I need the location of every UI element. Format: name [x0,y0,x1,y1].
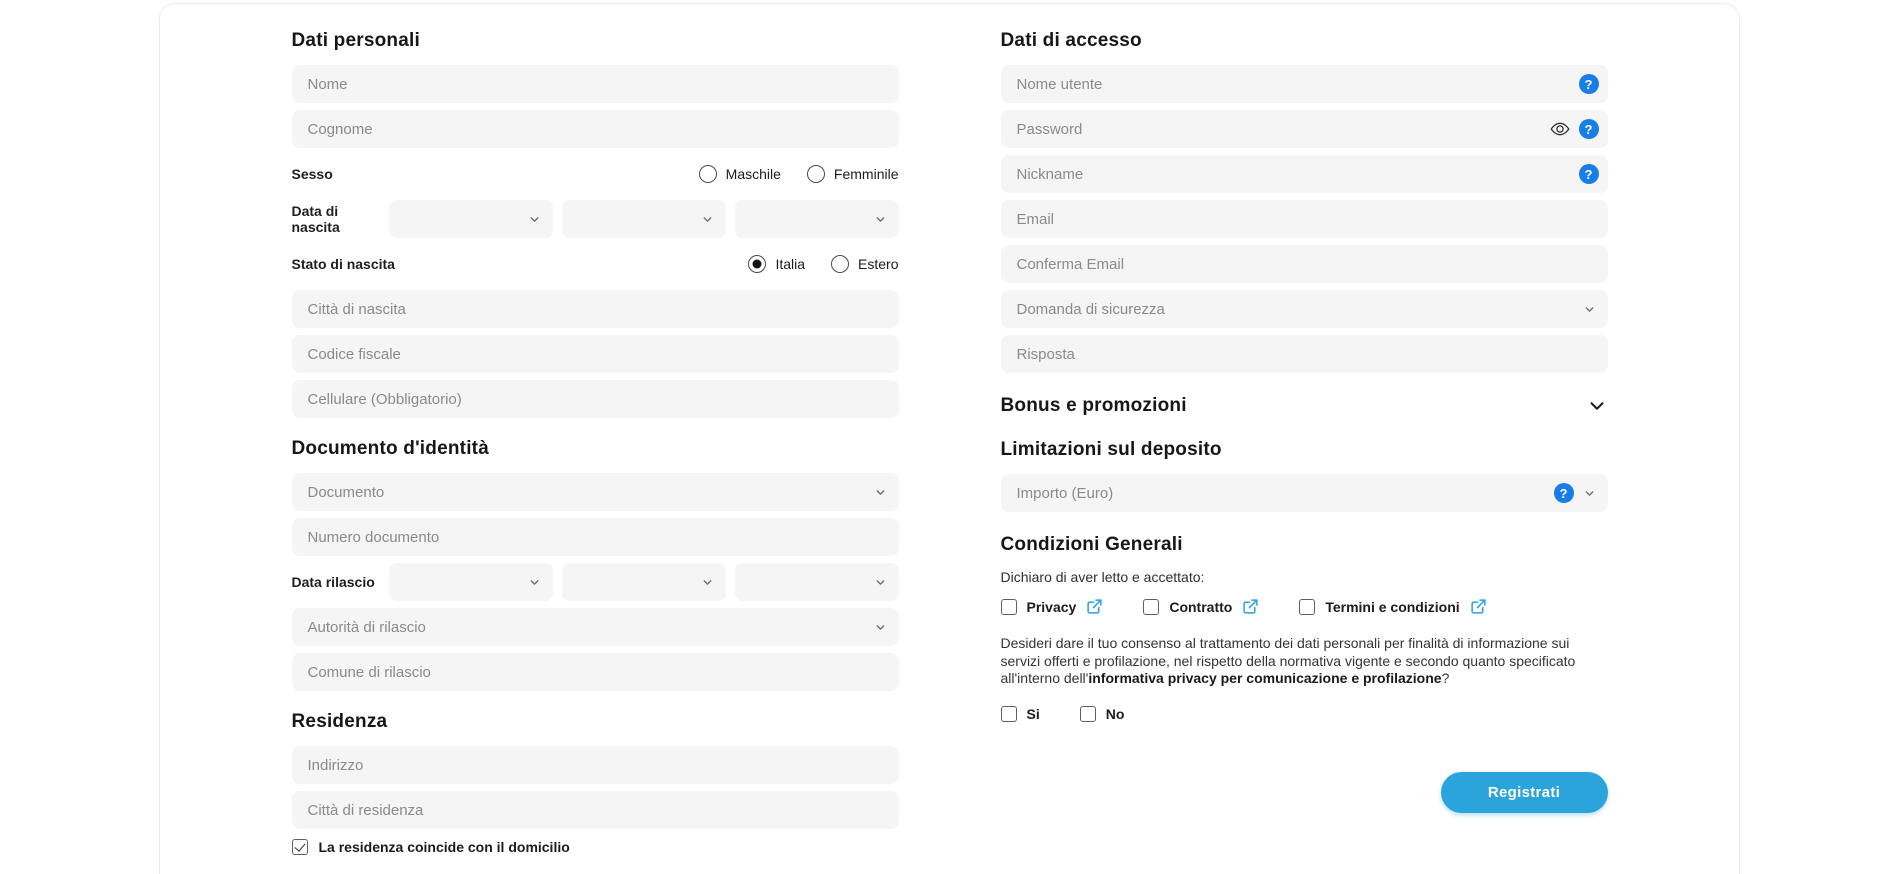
contratto-checkbox[interactable] [1143,599,1159,615]
rilascio-month-select[interactable] [562,563,726,601]
risposta-input[interactable] [1001,335,1608,373]
codice-fiscale-input[interactable] [292,335,899,373]
domicilio-checkbox-row[interactable] [292,839,899,855]
radio-femminile[interactable] [807,165,899,183]
consent-text: Desideri dare il tuo consenso al trattamento dei dati personali per finalità di informazione sui servizi offerti e profilazione, nel rispetto della normativa vigente e secondo quanto specificato all'interno dell' [1000,635,1576,687]
bonus-promozioni-accordion[interactable] [1001,393,1608,419]
registrati-button[interactable]: Registrati [1441,772,1608,813]
section-title-documento-identita: Documento d'identità [291,438,489,459]
stato-di-nascita-row [292,245,899,283]
data-rilascio-row [292,563,899,601]
rilascio-day-select[interactable] [389,563,553,601]
si-checkbox[interactable] [1001,706,1017,722]
citta-di-nascita-input[interactable] [292,290,899,328]
cellulare-input[interactable] [292,380,899,418]
stato-di-nascita-label: Stato di nascita [291,256,395,272]
chevron-down-icon [528,576,541,589]
sesso-row [292,155,899,193]
data-di-nascita-row [292,200,899,238]
contratto-label: Contratto [1169,598,1233,615]
si-label: Si [1026,705,1040,722]
chevron-down-icon [701,213,714,226]
chevron-down-icon [528,213,541,226]
chevron-down-icon [874,576,887,589]
termini-condizioni-term [1299,598,1486,615]
birth-year-select[interactable] [735,200,899,238]
chevron-down-icon [701,576,714,589]
section-title-limitazioni-deposito: Limitazioni sul deposito [1000,439,1222,460]
no-label: No [1105,705,1125,722]
consent-paragraph [1001,635,1576,688]
nome-utente-input[interactable] [1001,65,1608,103]
chevron-down-icon [1583,487,1596,500]
radio-maschile-icon[interactable] [699,165,717,183]
chevron-down-icon[interactable] [1586,395,1608,417]
sesso-label: Sesso [291,166,333,182]
indirizzo-input[interactable] [292,746,899,784]
contratto-external-link-icon[interactable] [1242,598,1259,615]
conferma-email-input[interactable] [1001,245,1608,283]
termini-condizioni-label: Termini e condizioni [1325,598,1460,615]
autorita-di-rilascio-select[interactable] [292,608,899,646]
section-title-dati-di-accesso: Dati di accesso [1000,30,1142,51]
nickname-input[interactable] [1001,155,1608,193]
chevron-down-icon [1583,303,1596,316]
privacy-checkbox[interactable] [1001,599,1017,615]
section-title-residenza: Residenza [291,711,388,732]
domanda-di-sicurezza-select[interactable] [1001,290,1608,328]
conditions-intro-text: Dichiaro di aver letto e accettato: [1000,569,1205,585]
help-icon[interactable]: ? [1579,164,1599,184]
data-di-nascita-label: Data di nascita [291,203,340,235]
privacy-label: Privacy [1026,598,1077,615]
importo-select-placeholder: Importo (Euro) [1016,484,1114,502]
radio-maschile-label: Maschile [725,166,781,182]
terms-checkbox-row [1001,598,1608,615]
rilascio-year-select[interactable] [735,563,899,601]
eye-icon[interactable] [1549,118,1571,140]
chevron-down-icon [874,213,887,226]
radio-maschile[interactable] [699,165,781,183]
help-icon[interactable]: ? [1579,74,1599,94]
consent-si-option[interactable] [1001,706,1040,722]
radio-femminile-label: Femminile [833,166,899,182]
citta-di-residenza-input[interactable] [292,791,899,829]
section-title-condizioni-generali: Condizioni Generali [1000,534,1183,555]
help-icon[interactable]: ? [1554,483,1574,503]
chevron-down-icon [874,486,887,499]
privacy-term [1001,598,1104,615]
consent-options-row [1001,706,1608,722]
numero-documento-input[interactable] [292,518,899,556]
consent-bold-text: informativa privacy per comunicazione e profilazione [1088,670,1442,687]
no-checkbox[interactable] [1080,706,1096,722]
radio-femminile-icon[interactable] [807,165,825,183]
radio-estero[interactable] [831,255,898,273]
radio-estero-label: Estero [858,256,899,272]
contratto-term [1143,598,1259,615]
birth-day-select[interactable] [389,200,553,238]
radio-estero-icon[interactable] [831,255,849,273]
data-rilascio-label: Data rilascio [291,574,375,590]
cognome-input[interactable] [292,110,899,148]
autorita-select-placeholder: Autorità di rilascio [307,618,426,636]
consent-no-option[interactable] [1080,706,1125,722]
importo-select[interactable] [1001,474,1608,512]
privacy-external-link-icon[interactable] [1086,598,1103,615]
section-title-bonus-promozioni: Bonus e promozioni [1000,395,1187,416]
password-input[interactable] [1001,110,1608,148]
section-title-dati-personali: Dati personali [291,30,420,51]
registration-form-card [159,3,1740,874]
consent-question-mark: ? [1441,670,1450,687]
email-input[interactable] [1001,200,1608,238]
left-column [292,28,899,874]
help-icon[interactable]: ? [1579,119,1599,139]
domanda-select-placeholder: Domanda di sicurezza [1016,300,1165,318]
comune-di-rilascio-input[interactable] [292,653,899,691]
documento-select[interactable] [292,473,899,511]
radio-italia-label: Italia [775,256,806,272]
right-column [1001,28,1608,874]
domicilio-checkbox[interactable] [292,839,308,855]
radio-italia-icon[interactable] [748,255,766,273]
domicilio-checkbox-label: La residenza coincide con il domicilio [318,839,570,855]
termini-condizioni-checkbox[interactable] [1299,599,1315,615]
nome-input[interactable] [292,65,899,103]
termini-condizioni-external-link-icon[interactable] [1470,598,1487,615]
birth-month-select[interactable] [562,200,726,238]
radio-italia[interactable] [748,255,805,273]
documento-select-placeholder: Documento [307,483,385,501]
chevron-down-icon [874,621,887,634]
